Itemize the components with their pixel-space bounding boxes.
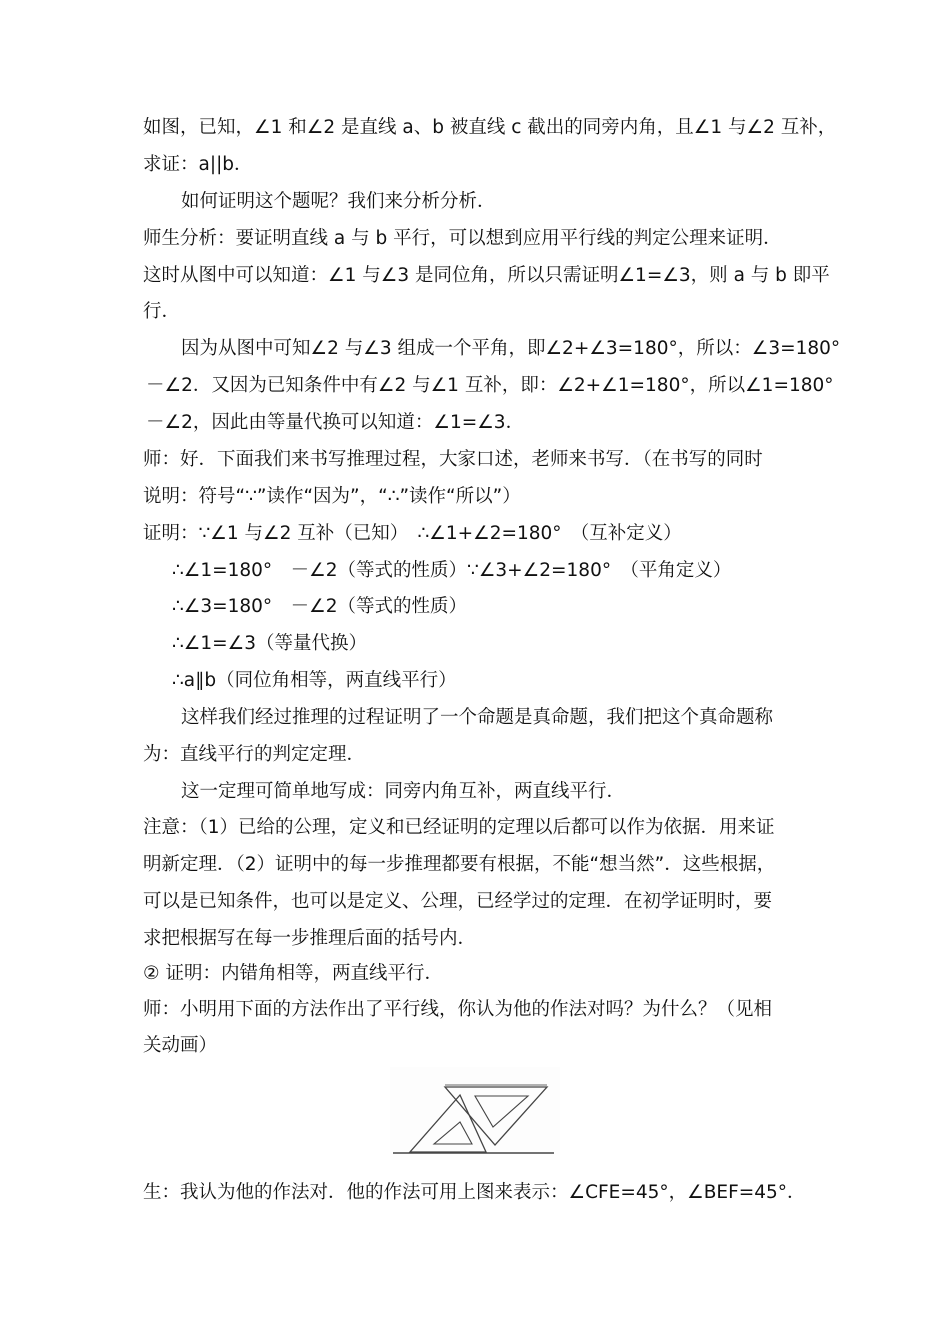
paragraph-line: 关动画） [143,1035,218,1056]
paragraph-line: 求把根据写在每一步推理后面的括号内． [143,928,477,949]
paragraph-line: 如何证明这个题呢？我们来分析分析． [181,191,496,212]
paragraph-line: －∠2，因此由等量代换可以知道：∠1=∠3． [146,412,525,433]
proof-line: 证明：∵∠1 与∠2 互补（已知） ∴∠1+∠2=180° （互补定义） [143,523,682,544]
paragraph-line: 生：我认为他的作法对．他的作法可用上图来表示：∠CFE=45°，∠BEF=45°． [143,1182,806,1203]
paragraph-line: 明新定理．（2）证明中的每一步推理都要有根据，不能“想当然”．这些根据， [143,854,776,875]
lower-set-square-inner [434,1122,472,1144]
paragraph-line: 说明：符号“∵”读作“因为”，“∴”读作“所以”） [143,486,521,507]
paragraph-line: 师：小明用下面的方法作出了平行线，你认为他的作法对吗？为什么？（见相 [143,999,773,1020]
paragraph-line: －∠2．又因为已知条件中有∠2 与∠1 互补，即：∠2+∠1=180°，所以∠1=180° [146,375,834,396]
paragraph-line: 为：直线平行的判定定理． [143,744,366,765]
paragraph-line: 可以是已知条件，也可以是定义、公理，已经学过的定理．在初学证明时，要 [143,891,773,912]
set-square-diagram [390,1067,560,1160]
paragraph-line: 如图，已知，∠1 和∠2 是直线 a、b 被直线 c 截出的同旁内角，且∠1 与∠2 互补， [143,117,837,138]
paragraph-line: 注意：（1）已给的公理，定义和已经证明的定理以后都可以作为依据．用来证 [143,817,775,838]
proof-line: ∴∠3=180° －∠2（等式的性质） [172,596,468,617]
paragraph-line: 因为从图中可知∠2 与∠3 组成一个平角，即∠2+∠3=180°，所以：∠3=180° [181,338,841,359]
paragraph-line: 师生分析：要证明直线 a 与 b 平行，可以想到应用平行线的判定公理来证明． [143,228,782,249]
lower-set-square [410,1095,486,1152]
paragraph-line: 行． [143,301,181,322]
proof-line: ∴∠1=180° －∠2（等式的性质）∵∠3+∠2=180° （平角定义） [172,560,732,581]
set-square-parallel-figure [390,1067,560,1160]
proof-line: ∴a∥b（同位角相等，两直线平行） [172,670,457,691]
paragraph-line: 这样我们经过推理的过程证明了一个命题是真命题，我们把这个真命题称 [181,707,774,728]
paragraph-line: ② 证明：内错角相等，两直线平行． [143,963,443,984]
paragraph-line: 师：好．下面我们来书写推理过程，大家口述，老师来书写．（在书写的同时 [143,449,763,470]
paragraph-line: 这时从图中可以知道：∠1 与∠3 是同位角，所以只需证明∠1=∠3，则 a 与 b 即平 [143,265,830,286]
paragraph-line: 求证：a||b． [143,154,253,175]
paragraph-line: 这一定理可简单地写成：同旁内角互补，两直线平行． [181,781,626,802]
upper-set-square-inner [475,1096,528,1127]
proof-line: ∴∠1=∠3（等量代换） [172,633,367,654]
